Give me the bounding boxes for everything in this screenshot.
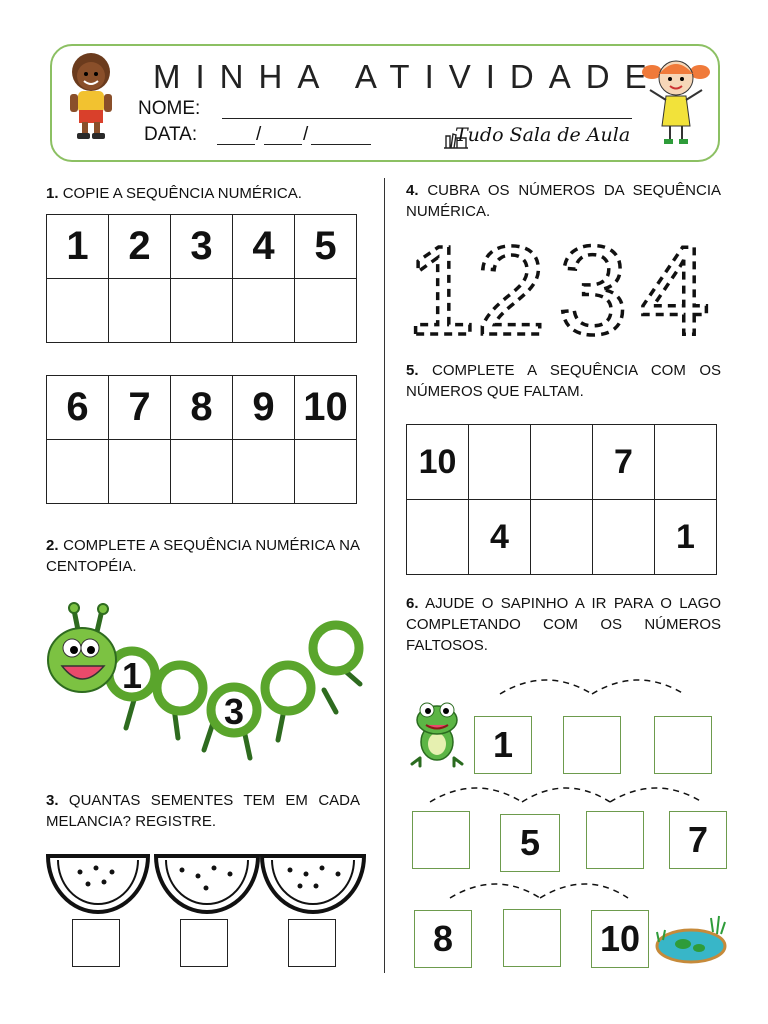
hop-box[interactable] <box>412 811 470 869</box>
hop-box[interactable] <box>586 811 644 869</box>
exercise-1-writing-cell[interactable] <box>109 279 171 343</box>
boy-illustration <box>62 50 120 142</box>
date-separator: / <box>256 124 262 145</box>
exercise-5-cell[interactable] <box>407 500 469 575</box>
exercise-1-table-2 <box>46 375 357 504</box>
exercise-3-instruction: 3. QUANTAS SEMENTES TEM EM CADA MELANCIA? REGISTRE. <box>46 792 360 830</box>
date-year-blank[interactable] <box>311 144 371 145</box>
date-month-blank[interactable] <box>264 144 302 145</box>
exercise-1-writing-cell[interactable] <box>233 279 295 343</box>
table-row <box>47 215 357 279</box>
name-label: NOME: <box>138 98 201 119</box>
dotted-digit: 3 <box>558 230 629 340</box>
table-row <box>407 425 717 500</box>
exercise-1-cell[interactable]: 10 <box>295 376 357 440</box>
exercise-2-instruction: 2. COMPLETE A SEQUÊNCIA NUMÉRICA NA CENTOPÉIA. <box>46 537 360 575</box>
exercise-1-instruction: 1. COPIE A SEQUÊNCIA NUMÉRICA. <box>46 185 302 202</box>
exercise-1-cell[interactable]: 3 <box>171 215 233 279</box>
date-separator: / <box>303 124 309 145</box>
exercise-5-cell[interactable] <box>531 500 593 575</box>
exercise-4-instruction: 4. CUBRA OS NÚMEROS DA SEQUÊNCIA NUMÉRICA. <box>406 182 721 220</box>
hop-box[interactable] <box>503 909 561 967</box>
exercise-6-instruction: 6. AJUDE O SAPINHO A IR PARA O LAGO COMPLETANDO COM OS NÚMEROS FALTOSOS. <box>406 595 721 654</box>
answer-box[interactable] <box>288 919 336 967</box>
exercise-1-cell[interactable]: 9 <box>233 376 295 440</box>
answer-box[interactable] <box>72 919 120 967</box>
hop-box[interactable]: 10 <box>591 910 649 968</box>
exercise-1-cell[interactable]: 8 <box>171 376 233 440</box>
column-divider <box>384 178 385 973</box>
exercise-1-cell[interactable]: 2 <box>109 215 171 279</box>
exercise-5-cell[interactable] <box>593 500 655 575</box>
page-title: MINHA ATIVIDADE <box>153 58 662 95</box>
exercise-5-cell[interactable]: 7 <box>593 425 655 500</box>
exercise-5-cell[interactable]: 10 <box>407 425 469 500</box>
lake-icon <box>653 912 729 964</box>
exercise-5-cell[interactable]: 4 <box>469 500 531 575</box>
caterpillar-number: 3 <box>223 691 245 732</box>
dotted-numbers <box>400 230 724 340</box>
hop-box[interactable] <box>654 716 712 774</box>
dotted-digit: 1 <box>406 230 477 340</box>
exercise-1-writing-cell[interactable] <box>47 440 109 504</box>
exercise-1-cell[interactable]: 7 <box>109 376 171 440</box>
exercise-1-cell[interactable]: 6 <box>47 376 109 440</box>
dotted-digit: 2 <box>476 230 547 340</box>
table-row <box>47 279 357 343</box>
exercise-5-table <box>406 424 717 575</box>
hop-box[interactable]: 1 <box>474 716 532 774</box>
exercise-1-writing-cell[interactable] <box>295 440 357 504</box>
date-label: DATA: <box>144 124 198 145</box>
hop-box[interactable]: 5 <box>500 814 560 872</box>
exercise-5-cell[interactable] <box>531 425 593 500</box>
exercise-1-cell[interactable]: 5 <box>295 215 357 279</box>
exercise-5-instruction: 5. COMPLETE A SEQUÊNCIA COM OS NÚMEROS QUE FALTAM. <box>406 362 721 400</box>
dotted-digit: 4 <box>640 230 711 340</box>
exercise-5-cell[interactable]: 1 <box>655 500 717 575</box>
hop-box[interactable]: 7 <box>669 811 727 869</box>
table-row <box>407 500 717 575</box>
exercise-1-writing-cell[interactable] <box>171 440 233 504</box>
frog-icon <box>408 698 466 768</box>
hop-box[interactable] <box>563 716 621 774</box>
caterpillar-illustration <box>44 600 370 770</box>
exercise-1-writing-cell[interactable] <box>295 279 357 343</box>
watermelons-illustration <box>44 850 368 920</box>
exercise-1-table-1 <box>46 214 357 343</box>
exercise-1-cell[interactable]: 1 <box>47 215 109 279</box>
table-row <box>47 376 357 440</box>
caterpillar-number: 1 <box>121 655 143 696</box>
date-day-blank[interactable] <box>217 144 255 145</box>
exercise-5-cell[interactable] <box>469 425 531 500</box>
answer-box[interactable] <box>180 919 228 967</box>
table-row <box>47 440 357 504</box>
hop-box[interactable]: 8 <box>414 910 472 968</box>
exercise-1-writing-cell[interactable] <box>171 279 233 343</box>
name-blank[interactable] <box>222 118 632 119</box>
exercise-1-writing-cell[interactable] <box>47 279 109 343</box>
exercise-1-writing-cell[interactable] <box>109 440 171 504</box>
exercise-1-writing-cell[interactable] <box>233 440 295 504</box>
exercise-1-cell[interactable]: 4 <box>233 215 295 279</box>
brand-logo-text: Tudo Sala de Aula <box>455 124 631 146</box>
exercise-5-cell[interactable] <box>655 425 717 500</box>
